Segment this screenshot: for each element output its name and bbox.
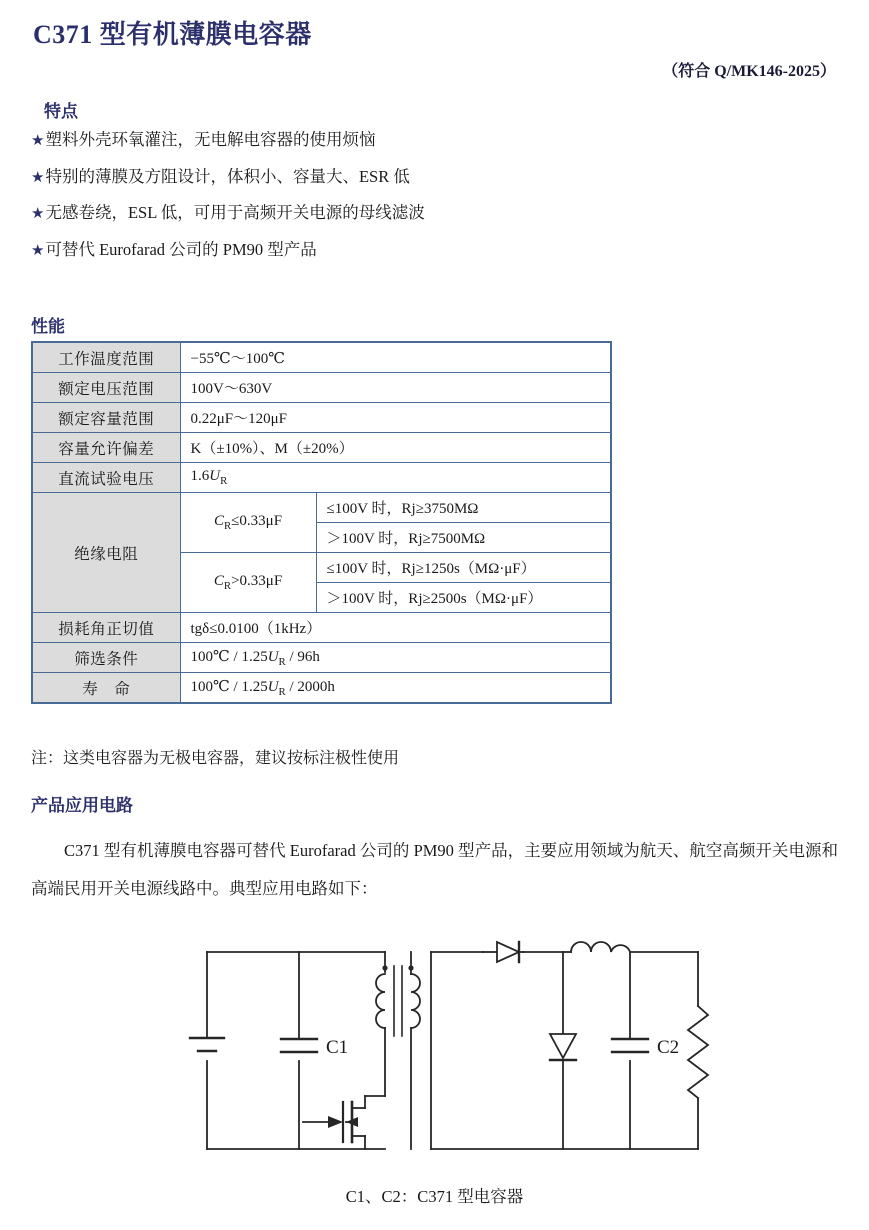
section-heading-application: 产品应用电路 [31,796,133,815]
specifications-table [31,341,612,704]
spec-label: 容量允许偏差 [32,433,180,463]
spec-value: K（±10%）、M（±20%） [180,433,611,463]
list-item [31,239,631,259]
spec-value: tgδ≤0.0100（1kHz） [180,613,611,643]
dc-test-symbol: U [209,468,221,484]
insulation-condition [180,553,316,613]
table-row [32,613,611,643]
features-list [31,132,631,278]
ur-subscript: R [278,656,286,668]
spec-label: 额定电压范围 [32,373,180,403]
spec-value: 0.22μF～120μF [180,403,611,433]
insulation-detail: ≤100V 时，Rj≥3750MΩ [316,493,611,523]
transformer-secondary-dot [408,965,413,970]
star-icon: ★ [31,242,45,259]
feature-text: 无感卷绕，ESL 低，可用于高频开关电源的母线滤波 [45,203,425,222]
c1-label: C1 [326,1037,349,1058]
screening-suffix: / 96h [285,649,320,665]
feature-text: 可替代 Eurofarad 公司的 PM90 型产品 [45,239,317,259]
transformer-primary-dot [382,965,387,970]
spec-label: 直流试验电压 [32,463,180,493]
table-row [32,643,611,673]
feature-text: 塑料外壳环氧灌注，无电解电容器的使用烦恼 [45,130,376,149]
application-paragraph: C371 型有机薄膜电容器可替代 Eurofarad 公司的 PM90 型产品，主要应用领域为航天、航空高频开关电源和高端民用开关电源线路中。典型应用电路如下： [31,841,838,898]
spec-label: 损耗角正切值 [32,613,180,643]
spec-value [180,463,611,493]
page-title: C371 型有机薄膜电容器 [33,20,312,49]
spec-label: 额定容量范围 [32,403,180,433]
table-row [32,373,611,403]
cr-symbol: C [213,573,224,589]
life-prefix: 100℃ / 1.25 [190,679,268,695]
application-circuit-diagram [180,918,725,1183]
rectifier-diode-triangle [497,942,519,962]
list-item [31,166,631,186]
cr-subscript: R [223,580,232,592]
gate-drive-arrow-icon [328,1116,343,1128]
spec-value: −55℃～100℃ [180,342,611,373]
cr-range: >0.33μF [231,573,283,589]
cr-symbol: C [213,513,224,529]
table-row [32,342,611,373]
ur-subscript: R [278,686,286,698]
spec-label: 工作温度范围 [32,342,180,373]
transformer-secondary-winding [411,974,420,1028]
screening-prefix: 100℃ / 1.25 [190,649,268,665]
spec-value: 100V～630V [180,373,611,403]
table-row [32,493,611,523]
cr-range: ≤0.33μF [231,513,283,529]
insulation-detail: ＞100V 时，Rj≥2500s（MΩ·μF） [316,583,611,613]
list-item [31,205,631,222]
section-heading-features: 特点 [44,102,78,121]
table-row [32,433,611,463]
circuit-schematic-svg [180,918,725,1183]
transformer-primary-winding [376,974,385,1028]
ur-symbol: U [267,649,279,665]
insulation-condition [180,493,316,553]
table-note: 注：这类电容器为无极电容器，建议按标注极性使用 [31,750,400,767]
insulation-detail: ＞100V 时，Rj≥7500MΩ [316,523,611,553]
insulation-detail: ≤100V 时，Rj≥1250s（MΩ·μF） [316,553,611,583]
spec-label: 筛选条件 [32,643,180,673]
standard-code: （符合 Q/MK146-2025） [662,63,836,80]
table-row [32,463,611,493]
life-suffix: / 2000h [285,679,335,695]
spec-value [180,673,611,704]
freewheel-diode-triangle [550,1034,576,1058]
list-item [31,132,631,149]
feature-text: 特别的薄膜及方阻设计，体积小、容量大、ESR 低 [45,166,410,186]
c2-label: C2 [657,1037,680,1058]
dc-test-subscript: R [220,475,228,487]
spec-label-insulation: 绝缘电阻 [32,493,180,613]
star-icon: ★ [31,133,45,149]
section-heading-performance: 性能 [31,317,65,336]
circuit-caption: C1、C2：C371 型电容器 [345,1187,524,1206]
load-resistor-zigzag [688,1006,708,1098]
table-row [32,403,611,433]
star-icon: ★ [31,169,45,186]
spec-value [180,643,611,673]
spec-label: 寿 命 [32,673,180,704]
output-inductor-winding [571,942,630,952]
cr-subscript: R [223,520,232,532]
ur-symbol: U [267,679,279,695]
dc-test-prefix: 1.6 [190,468,210,484]
table-row [32,673,611,704]
star-icon: ★ [31,206,45,222]
